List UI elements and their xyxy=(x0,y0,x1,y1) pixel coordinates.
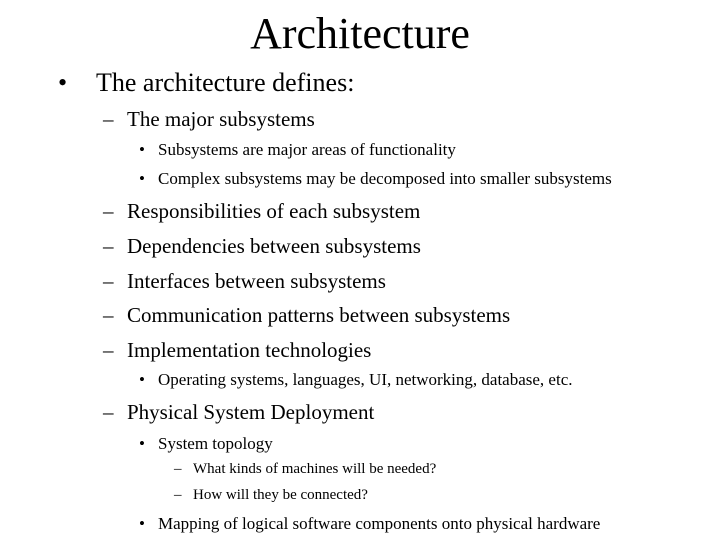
list-item-text: Communication patterns between subsystems xyxy=(127,303,511,327)
list-item xyxy=(139,513,600,535)
list-item-text: How will they be connected? xyxy=(193,487,368,503)
list-item xyxy=(103,268,386,294)
list-item xyxy=(103,106,315,132)
bullet-marker: • xyxy=(139,169,145,188)
list-item-text: System topology xyxy=(158,434,273,453)
list-item-text: Dependencies between subsystems xyxy=(127,234,421,258)
bullet-marker: • xyxy=(139,370,145,389)
list-item-text: Complex subsystems may be decomposed into smaller subsystems xyxy=(158,169,612,188)
list-item xyxy=(139,369,573,391)
list-item xyxy=(139,168,612,190)
list-item-text: Implementation technologies xyxy=(127,338,372,362)
dash-marker: – xyxy=(103,400,114,424)
dash-marker: – xyxy=(174,461,182,477)
list-item xyxy=(58,68,354,98)
dash-marker: – xyxy=(174,487,182,503)
list-item xyxy=(174,459,436,479)
list-item-text: The architecture defines: xyxy=(96,68,355,97)
dash-marker: – xyxy=(103,269,114,293)
dash-marker: – xyxy=(103,303,114,327)
bullet-marker: • xyxy=(139,434,145,453)
list-item xyxy=(103,337,371,363)
dash-marker: – xyxy=(103,107,114,131)
slide-title: Architecture xyxy=(250,9,470,58)
bullet-marker: • xyxy=(139,514,145,533)
list-item xyxy=(103,233,421,259)
dash-marker: – xyxy=(103,199,114,223)
list-item xyxy=(103,198,420,224)
list-item xyxy=(103,399,374,425)
list-item-text: The major subsystems xyxy=(127,107,315,131)
list-item-text: Responsibilities of each subsystem xyxy=(127,199,421,223)
dash-marker: – xyxy=(103,338,114,362)
bullet-marker: • xyxy=(58,68,68,97)
list-item xyxy=(103,302,510,328)
list-item xyxy=(174,485,368,505)
list-item-text: What kinds of machines will be needed? xyxy=(193,461,437,477)
bullet-marker: • xyxy=(139,140,145,159)
list-item xyxy=(139,433,273,455)
list-item-text: Mapping of logical software components onto physical hardware xyxy=(158,514,601,533)
dash-marker: – xyxy=(103,234,114,258)
list-item-text: Interfaces between subsystems xyxy=(127,269,386,293)
list-item-text: Operating systems, languages, UI, networking, database, etc. xyxy=(158,370,573,389)
list-item-text: Subsystems are major areas of functionality xyxy=(158,140,456,159)
list-item-text: Physical System Deployment xyxy=(127,400,375,424)
list-item xyxy=(139,139,456,161)
